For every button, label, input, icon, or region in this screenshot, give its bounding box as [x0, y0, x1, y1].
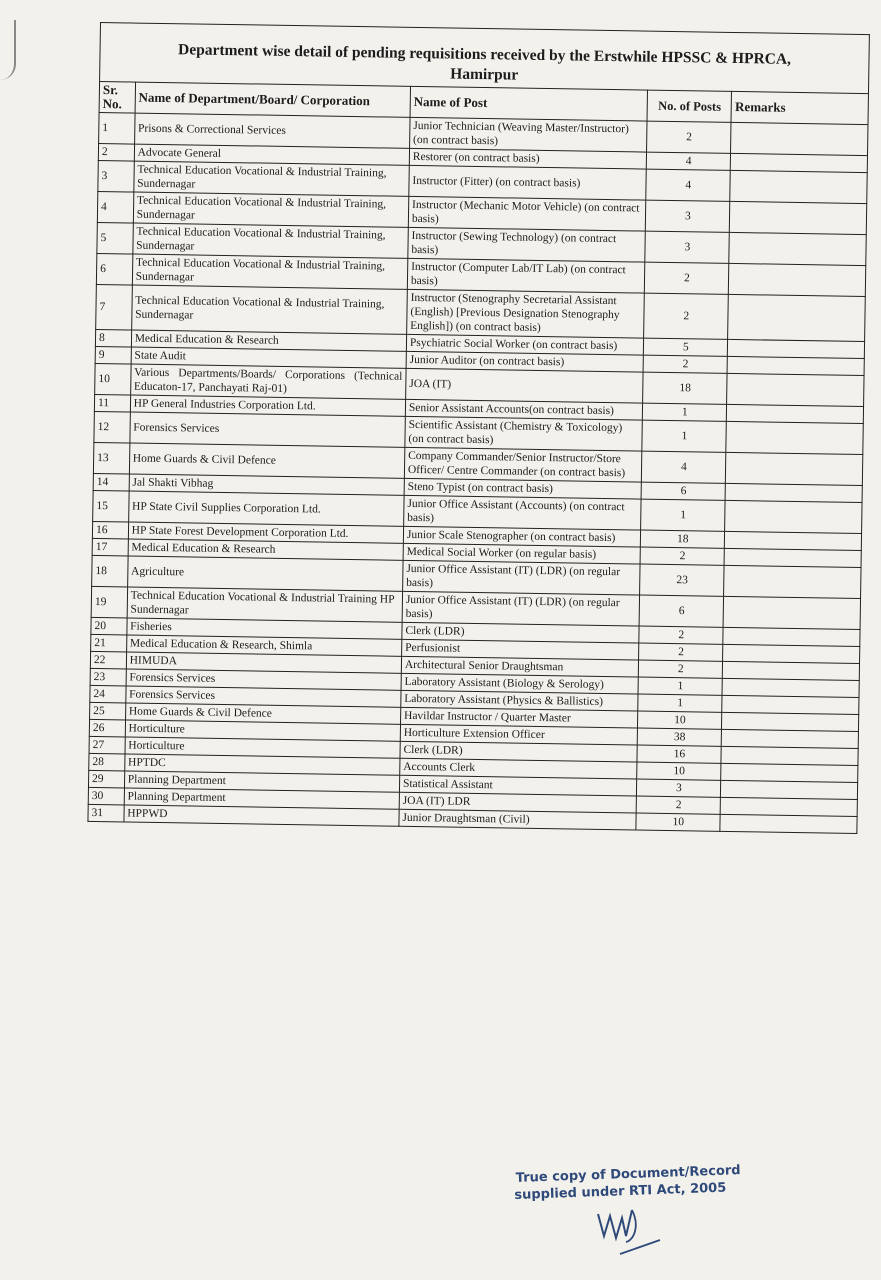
row-department: Medical Education & Research, Shimla [126, 635, 401, 656]
row-post-name: Instructor (Mechanic Motor Vehicle) (on contract basis) [408, 196, 646, 231]
row-department: State Audit [131, 347, 406, 368]
row-no-of-posts: 4 [646, 169, 731, 201]
stamp-line-2: supplied under RTI Act, 2005 [514, 1180, 727, 1204]
row-no-of-posts: 3 [646, 200, 731, 232]
row-no-of-posts: 1 [643, 403, 727, 421]
row-department: Medical Education & Research [128, 539, 403, 560]
row-remarks [725, 531, 862, 550]
row-department: Forensics Services [126, 669, 401, 690]
row-no-of-posts: 3 [645, 231, 730, 263]
header-sr-no: Sr. No. [99, 82, 135, 114]
row-department: Home Guards & Civil Defence [125, 703, 400, 724]
row-no-of-posts: 16 [637, 745, 721, 763]
row-remarks [720, 797, 857, 816]
row-sr-no: 22 [90, 651, 126, 669]
row-post-name: Laboratory Assistant (Physics & Ballistics) [401, 690, 639, 711]
row-remarks [721, 746, 858, 765]
row-post-name: Restorer (on contract basis) [409, 148, 647, 169]
row-post-name: JOA (IT) LDR [399, 792, 637, 813]
row-sr-no: 21 [91, 634, 127, 652]
row-no-of-posts: 1 [641, 499, 726, 531]
row-sr-no: 23 [90, 668, 126, 686]
row-remarks [731, 122, 868, 155]
row-sr-no: 1 [99, 112, 135, 144]
row-department: Medical Education & Research [131, 330, 406, 351]
row-remarks [721, 763, 858, 782]
row-remarks [723, 644, 860, 663]
row-remarks [728, 294, 865, 341]
row-department: HPTDC [124, 754, 399, 775]
row-sr-no: 20 [91, 617, 127, 635]
row-department: Agriculture [127, 556, 403, 591]
row-remarks [722, 729, 859, 748]
row-remarks [722, 695, 859, 714]
row-post-name: Junior Scale Stenographer (on contract basis) [403, 526, 641, 547]
row-sr-no: 29 [88, 770, 124, 788]
row-post-name: Accounts Clerk [400, 758, 638, 779]
row-post-name: Havildar Instructor / Quarter Master [400, 707, 638, 728]
row-post-name: Medical Social Worker (on regular basis) [403, 543, 641, 564]
row-no-of-posts: 23 [640, 564, 725, 596]
row-post-name: Junior Technician (Weaving Master/Instructor) (on contract basis) [409, 117, 647, 152]
row-no-of-posts: 18 [641, 530, 725, 548]
row-no-of-posts: 2 [644, 293, 729, 339]
row-sr-no: 14 [93, 473, 129, 491]
row-sr-no: 26 [89, 719, 125, 737]
row-no-of-posts: 2 [647, 121, 732, 153]
row-no-of-posts: 38 [638, 728, 722, 746]
row-department: Forensics Services [130, 412, 406, 447]
row-department: Planning Department [124, 788, 399, 809]
row-department: HP General Industries Corporation Ltd. [130, 395, 405, 416]
row-remarks [730, 201, 867, 234]
row-no-of-posts: 1 [638, 694, 722, 712]
row-no-of-posts: 6 [641, 482, 725, 500]
row-remarks [729, 232, 866, 265]
row-department: Various Departments/Boards/ Corporations (Technical Educaton-17, Panchayati Raj-01) [130, 364, 406, 399]
row-remarks [727, 356, 864, 375]
row-no-of-posts: 2 [639, 643, 723, 661]
requisitions-table [87, 22, 869, 834]
row-no-of-posts: 10 [637, 762, 721, 780]
header-remarks: Remarks [731, 91, 868, 124]
row-sr-no: 13 [93, 442, 129, 474]
row-no-of-posts: 1 [638, 677, 722, 695]
page-edge-shadow [0, 20, 16, 80]
row-post-name: Horticulture Extension Officer [400, 724, 638, 745]
row-post-name: Junior Office Assistant (IT) (LDR) (on regular basis) [402, 591, 640, 626]
row-sr-no: 8 [95, 329, 131, 347]
row-department: Horticulture [125, 737, 400, 758]
row-post-name: Architectural Senior Draughtsman [401, 656, 639, 677]
row-department: HP State Civil Supplies Corporation Ltd. [128, 491, 404, 526]
row-post-name: Junior Auditor (on contract basis) [406, 351, 644, 372]
row-sr-no: 24 [90, 685, 126, 703]
row-sr-no: 4 [97, 191, 133, 223]
row-department: Forensics Services [126, 686, 401, 707]
row-sr-no: 25 [90, 702, 126, 720]
header-no-of-posts: No. of Posts [647, 90, 732, 122]
row-department: Advocate General [134, 144, 409, 165]
row-department: HPPWD [124, 805, 399, 826]
row-post-name: Instructor (Sewing Technology) (on contract basis) [408, 227, 646, 262]
row-post-name: Junior Office Assistant (IT) (LDR) (on regular basis) [403, 560, 641, 595]
row-no-of-posts: 10 [638, 711, 722, 729]
row-no-of-posts: 2 [643, 355, 727, 373]
title-line-1: Department wise detail of pending requisitions received by the Erstwhile HPSSC & HPRCA, [177, 41, 792, 68]
row-post-name: Instructor (Stenography Secretarial Assistant (English) [Previous Designation Stenography English]) (on contract basis) [407, 289, 645, 338]
row-remarks [730, 170, 867, 203]
row-sr-no: 17 [92, 538, 128, 556]
row-sr-no: 7 [96, 284, 132, 330]
row-department: HIMUDA [126, 652, 401, 673]
row-remarks [728, 339, 865, 358]
row-remarks [724, 565, 861, 598]
row-sr-no: 16 [92, 521, 128, 539]
row-no-of-posts: 4 [642, 451, 727, 483]
row-no-of-posts: 2 [636, 796, 720, 814]
row-no-of-posts: 2 [640, 547, 724, 565]
row-sr-no: 19 [91, 586, 127, 618]
row-post-name: Clerk (LDR) [400, 741, 638, 762]
row-department: Jal Shakti Vibhag [129, 474, 404, 495]
row-no-of-posts: 2 [639, 660, 723, 678]
row-post-name: Company Commander/Senior Instructor/Store Officer/ Centre Commander (on contract basis) [404, 447, 642, 482]
row-remarks [722, 712, 859, 731]
title-line-2: Hamirpur [450, 65, 519, 84]
row-department: Planning Department [124, 771, 399, 792]
row-remarks [723, 661, 860, 680]
row-remarks [727, 404, 864, 423]
row-no-of-posts: 6 [639, 595, 724, 627]
row-remarks [731, 153, 868, 172]
header-post-name: Name of Post [410, 86, 648, 121]
row-remarks [720, 814, 857, 833]
row-department: Technical Education Vocational & Industrial Training, Sundernagar [133, 192, 409, 227]
row-post-name: Junior Draughtsman (Civil) [399, 809, 637, 830]
document-sheet [87, 22, 869, 834]
row-post-name: JOA (IT) [406, 368, 644, 403]
row-remarks [727, 373, 864, 406]
row-post-name: Senior Assistant Accounts(on contract basis) [405, 399, 643, 420]
row-no-of-posts: 2 [645, 262, 730, 294]
row-post-name: Scientific Assistant (Chemistry & Toxicology) (on contract basis) [405, 416, 643, 451]
row-sr-no: 27 [89, 736, 125, 754]
row-no-of-posts: 10 [636, 813, 720, 831]
row-post-name: Laboratory Assistant (Biology & Serology) [401, 673, 639, 694]
row-sr-no: 15 [93, 490, 129, 522]
row-no-of-posts: 3 [637, 779, 721, 797]
row-department: Technical Education Vocational & Industrial Training HP Sundernagar [127, 587, 403, 622]
signature-mark [590, 1196, 680, 1256]
row-remarks [722, 678, 859, 697]
row-post-name: Instructor (Computer Lab/IT Lab) (on contract basis) [407, 258, 645, 293]
row-no-of-posts: 2 [639, 626, 723, 644]
row-no-of-posts: 1 [642, 420, 727, 452]
row-department: HP State Forest Development Corporation Ltd. [128, 522, 403, 543]
row-sr-no: 10 [95, 363, 131, 395]
row-sr-no: 31 [88, 804, 124, 822]
row-sr-no: 6 [96, 253, 132, 285]
row-remarks [723, 627, 860, 646]
table-body [88, 112, 868, 833]
row-department: Technical Education Vocational & Industrial Training, Sundernagar [131, 285, 407, 334]
row-remarks [725, 500, 862, 533]
row-department: Technical Education Vocational & Industrial Training, Sundernagar [134, 161, 410, 196]
row-department: Home Guards & Civil Defence [129, 443, 405, 478]
row-post-name: Psychiatric Social Worker (on contract basis) [406, 334, 644, 355]
stamp-line-1: True copy of Document/Record [515, 1163, 741, 1186]
row-sr-no: 18 [92, 555, 128, 587]
row-sr-no: 5 [97, 222, 133, 254]
row-remarks [721, 780, 858, 799]
row-no-of-posts: 5 [644, 338, 728, 356]
row-no-of-posts: 4 [647, 152, 731, 170]
row-department: Technical Education Vocational & Industrial Training, Sundernagar [133, 223, 409, 258]
row-remarks [724, 548, 861, 567]
row-remarks [729, 263, 866, 296]
row-sr-no: 12 [94, 411, 130, 443]
row-remarks [726, 452, 863, 485]
row-department: Fisheries [127, 618, 402, 639]
row-post-name: Instructor (Fitter) (on contract basis) [409, 165, 647, 200]
row-post-name: Junior Office Assistant (Accounts) (on contract basis) [404, 495, 642, 530]
row-post-name: Clerk (LDR) [402, 622, 640, 643]
row-sr-no: 11 [94, 394, 130, 412]
row-no-of-posts: 18 [643, 372, 728, 404]
row-post-name: Steno Typist (on contract basis) [404, 478, 642, 499]
header-department: Name of Department/Board/ Corporation [135, 82, 411, 117]
row-remarks [726, 421, 863, 454]
row-department: Horticulture [125, 720, 400, 741]
row-sr-no: 28 [89, 753, 125, 771]
row-sr-no: 2 [98, 143, 134, 161]
row-remarks [723, 596, 860, 629]
row-department: Prisons & Correctional Services [134, 113, 410, 148]
row-post-name: Perfusionist [401, 639, 639, 660]
row-sr-no: 3 [98, 160, 134, 192]
row-department: Technical Education Vocational & Industrial Training, Sundernagar [132, 254, 408, 289]
row-sr-no: 9 [95, 346, 131, 364]
row-post-name: Statistical Assistant [399, 775, 637, 796]
row-sr-no: 30 [88, 787, 124, 805]
row-remarks [725, 483, 862, 502]
